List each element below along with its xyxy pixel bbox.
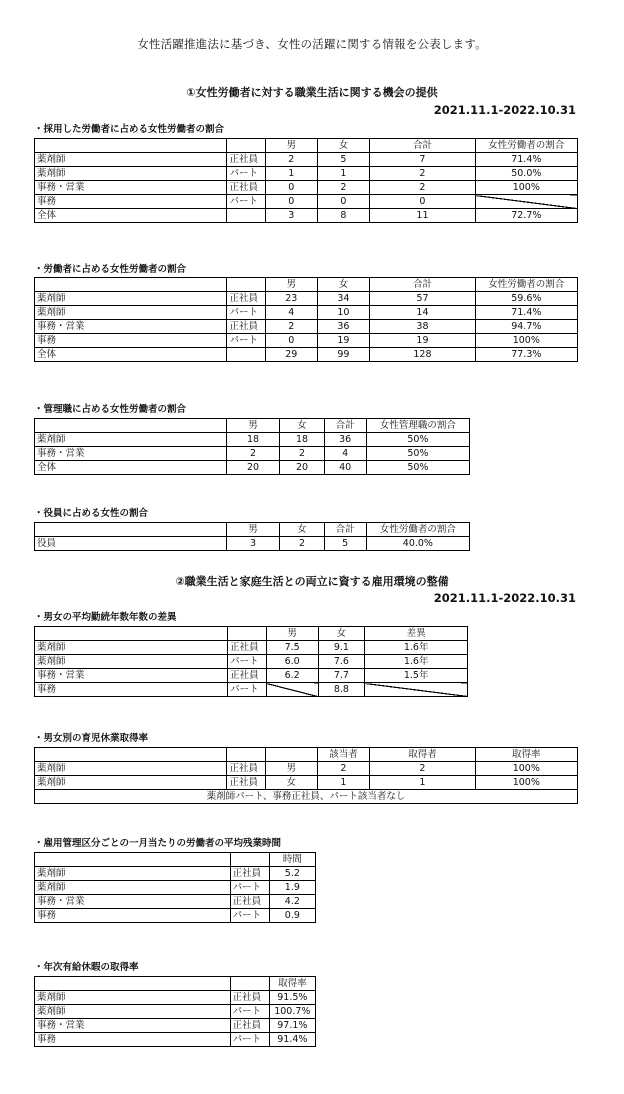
table-cell: 薬剤師 bbox=[35, 292, 227, 306]
column-header bbox=[35, 278, 227, 292]
column-header bbox=[230, 977, 269, 991]
table-cell: 36 bbox=[324, 433, 366, 447]
table-cell: 71.4% bbox=[475, 153, 577, 167]
column-header: 女 bbox=[318, 627, 365, 641]
column-header: 合計 bbox=[324, 523, 366, 537]
table-cell: パート bbox=[230, 1033, 269, 1047]
t5-title: ・男女の平均勤続年数年数の差異 bbox=[34, 612, 177, 623]
table-row bbox=[35, 181, 578, 195]
table-cell: パート bbox=[230, 881, 269, 895]
table-cell: 59.6% bbox=[475, 292, 577, 306]
table-cell: 正社員 bbox=[228, 641, 267, 655]
intro-text: 女性活躍推進法に基づき、女性の活躍に関する情報を公表します。 bbox=[137, 37, 487, 51]
table-cell: 正社員 bbox=[228, 669, 267, 683]
hiring-female-ratio-table bbox=[34, 138, 578, 223]
column-header: 女性労働者の割合 bbox=[366, 523, 469, 537]
table-cell: 8 bbox=[317, 209, 370, 223]
table-cell: 事務・営業 bbox=[35, 1019, 231, 1033]
column-header bbox=[230, 853, 269, 867]
table-cell: 10 bbox=[317, 306, 370, 320]
column-header: 取得者 bbox=[370, 748, 475, 762]
table-cell: 2 bbox=[370, 167, 475, 181]
table-cell: 128 bbox=[370, 348, 475, 362]
table-cell: 0 bbox=[265, 334, 317, 348]
t4-title: ・役員に占める女性の割合 bbox=[34, 508, 149, 519]
table-cell: 7 bbox=[370, 153, 475, 167]
table-note: 薬剤師パート、事務正社員、パート該当者なし bbox=[35, 790, 578, 804]
column-header bbox=[35, 748, 227, 762]
section1-title: ①女性労働者に対する職業生活に関する機会の提供 bbox=[186, 86, 438, 99]
table-cell: 1 bbox=[265, 167, 317, 181]
table-header-row bbox=[35, 523, 470, 537]
table-row bbox=[35, 447, 470, 461]
table-cell: パート bbox=[228, 655, 267, 669]
table-cell: 1 bbox=[317, 167, 370, 181]
column-header: 合計 bbox=[370, 139, 475, 153]
table-cell: 薬剤師 bbox=[35, 153, 227, 167]
table-cell: 2 bbox=[317, 762, 370, 776]
table-cell: 6.0 bbox=[266, 655, 318, 669]
table-row bbox=[35, 867, 316, 881]
table-cell: 事務・営業 bbox=[35, 895, 231, 909]
table-row bbox=[35, 306, 578, 320]
table-row bbox=[35, 1033, 316, 1047]
paid-leave-rate-table bbox=[34, 976, 316, 1047]
column-header: 男 bbox=[265, 278, 317, 292]
t8-title: ・年次有給休暇の取得率 bbox=[34, 962, 139, 973]
table-cell: 1.9 bbox=[269, 881, 315, 895]
table-cell: 0 bbox=[370, 195, 475, 209]
table-cell: 57 bbox=[370, 292, 475, 306]
table-cell: 薬剤師 bbox=[35, 655, 228, 669]
table-row bbox=[35, 1019, 316, 1033]
column-header bbox=[35, 523, 227, 537]
table-cell: 2 bbox=[370, 762, 475, 776]
table-cell: 38 bbox=[370, 320, 475, 334]
table-cell: 50% bbox=[366, 433, 469, 447]
table-row bbox=[35, 348, 578, 362]
table-row bbox=[35, 167, 578, 181]
table-cell: 薬剤師 bbox=[35, 991, 231, 1005]
table-cell: パート bbox=[230, 909, 269, 923]
column-header: 女 bbox=[317, 278, 370, 292]
table-header-row bbox=[35, 627, 468, 641]
column-header bbox=[228, 627, 267, 641]
table-cell: 正社員 bbox=[230, 1019, 269, 1033]
table-header-row bbox=[35, 139, 578, 153]
table-cell: 薬剤師 bbox=[35, 881, 231, 895]
table-cell: 女 bbox=[265, 776, 317, 790]
table-cell: 薬剤師 bbox=[35, 762, 227, 776]
table-row bbox=[35, 433, 470, 447]
table-cell: 7.7 bbox=[318, 669, 365, 683]
column-header: 合計 bbox=[370, 278, 475, 292]
table-cell: 5 bbox=[324, 537, 366, 551]
table-row bbox=[35, 655, 468, 669]
table-cell: 3 bbox=[265, 209, 317, 223]
table-cell: 正社員 bbox=[227, 181, 265, 195]
table-header-row bbox=[35, 748, 578, 762]
table-cell: 2 bbox=[226, 447, 280, 461]
table-cell: 40 bbox=[324, 461, 366, 475]
table-cell: 29 bbox=[265, 348, 317, 362]
table-cell: 20 bbox=[226, 461, 280, 475]
column-header bbox=[265, 748, 317, 762]
table-cell: パート bbox=[227, 334, 265, 348]
table-cell: 0.9 bbox=[269, 909, 315, 923]
table-cell: 97.1% bbox=[269, 1019, 315, 1033]
table-cell: 100% bbox=[475, 762, 577, 776]
table-cell: 4 bbox=[324, 447, 366, 461]
table-cell: 50% bbox=[366, 461, 469, 475]
table-cell: 薬剤師 bbox=[35, 1005, 231, 1019]
table-header-row bbox=[35, 977, 316, 991]
table-cell: 91.5% bbox=[269, 991, 315, 1005]
table-cell: 100% bbox=[475, 181, 577, 195]
table-cell: 0 bbox=[317, 195, 370, 209]
t1-title: ・採用した労働者に占める女性労働者の割合 bbox=[34, 124, 225, 135]
column-header: 女 bbox=[280, 419, 324, 433]
column-header bbox=[227, 748, 265, 762]
table-cell: 91.4% bbox=[269, 1033, 315, 1047]
table-header-row bbox=[35, 853, 316, 867]
column-header: 女性労働者の割合 bbox=[475, 278, 577, 292]
table-cell: 1.5年 bbox=[365, 669, 468, 683]
t2-title: ・労働者に占める女性労働者の割合 bbox=[34, 264, 187, 275]
table-cell: 2 bbox=[265, 153, 317, 167]
table-cell: パート bbox=[227, 167, 265, 181]
table-cell: 1 bbox=[317, 776, 370, 790]
table-cell: 8.8 bbox=[318, 683, 365, 697]
table-cell: 94.7% bbox=[475, 320, 577, 334]
table-cell: 1.6年 bbox=[365, 641, 468, 655]
column-header: 合計 bbox=[324, 419, 366, 433]
table-cell: 薬剤師 bbox=[35, 776, 227, 790]
column-header: 女 bbox=[317, 139, 370, 153]
table-cell: 19 bbox=[317, 334, 370, 348]
table-cell: 正社員 bbox=[230, 895, 269, 909]
table-cell: 71.4% bbox=[475, 306, 577, 320]
table-cell: 事務・営業 bbox=[35, 447, 227, 461]
table-cell: パート bbox=[230, 1005, 269, 1019]
table-cell: 正社員 bbox=[230, 867, 269, 881]
table-cell: 36 bbox=[317, 320, 370, 334]
table-cell: 2 bbox=[280, 537, 324, 551]
table-cell: 100% bbox=[475, 776, 577, 790]
table-cell: 事務 bbox=[35, 1033, 231, 1047]
table-cell: 男 bbox=[265, 762, 317, 776]
table-cell bbox=[475, 195, 577, 209]
column-header bbox=[35, 627, 228, 641]
table-cell: 4.2 bbox=[269, 895, 315, 909]
executive-female-ratio-table bbox=[34, 522, 470, 551]
t6-title: ・男女別の育児休業取得率 bbox=[34, 733, 149, 744]
table-cell: 事務・営業 bbox=[35, 320, 227, 334]
column-header bbox=[35, 977, 231, 991]
table-row bbox=[35, 461, 470, 475]
table-cell: 50% bbox=[366, 447, 469, 461]
table-row bbox=[35, 195, 578, 209]
table-cell: 100.7% bbox=[269, 1005, 315, 1019]
table-cell: 100% bbox=[475, 334, 577, 348]
table-cell: 2 bbox=[317, 181, 370, 195]
table-row bbox=[35, 991, 316, 1005]
table-cell: 18 bbox=[226, 433, 280, 447]
table-cell: 正社員 bbox=[230, 991, 269, 1005]
table-cell: 事務 bbox=[35, 683, 228, 697]
table-row bbox=[35, 209, 578, 223]
table-cell: 1.6年 bbox=[365, 655, 468, 669]
table-cell: 1 bbox=[370, 776, 475, 790]
section2-period: 2021.11.1-2022.10.31 bbox=[433, 591, 576, 605]
table-cell: 全体 bbox=[35, 348, 227, 362]
table-cell: パート bbox=[227, 195, 265, 209]
table-row bbox=[35, 669, 468, 683]
column-header bbox=[35, 419, 227, 433]
table-cell: 事務 bbox=[35, 334, 227, 348]
note-row bbox=[35, 790, 578, 804]
table-cell bbox=[227, 209, 265, 223]
table-cell: 薬剤師 bbox=[35, 306, 227, 320]
column-header: 取得率 bbox=[269, 977, 315, 991]
table-row bbox=[35, 1005, 316, 1019]
table-cell: 正社員 bbox=[227, 762, 265, 776]
column-header: 女 bbox=[280, 523, 324, 537]
table-cell: 正社員 bbox=[227, 776, 265, 790]
table-cell: 20 bbox=[280, 461, 324, 475]
table-cell: 40.0% bbox=[366, 537, 469, 551]
table-row bbox=[35, 895, 316, 909]
table-row bbox=[35, 320, 578, 334]
table-cell: 99 bbox=[317, 348, 370, 362]
section2-title: ②職業生活と家庭生活との両立に資する雇用環境の整備 bbox=[175, 575, 449, 588]
table-cell: 3 bbox=[226, 537, 280, 551]
table-cell bbox=[266, 683, 318, 697]
overtime-hours-table bbox=[34, 852, 316, 923]
table-cell bbox=[227, 348, 265, 362]
table-cell: 正社員 bbox=[227, 320, 265, 334]
table-cell: 0 bbox=[265, 181, 317, 195]
column-header: 該当者 bbox=[317, 748, 370, 762]
table-cell: 4 bbox=[265, 306, 317, 320]
table-cell: 全体 bbox=[35, 461, 227, 475]
table-cell: 2 bbox=[370, 181, 475, 195]
table-cell: 34 bbox=[317, 292, 370, 306]
table-cell: 11 bbox=[370, 209, 475, 223]
t7-title: ・雇用管理区分ごとの一月当たりの労働者の平均残業時間 bbox=[34, 838, 282, 849]
table-cell: 7.5 bbox=[266, 641, 318, 655]
table-header-row bbox=[35, 278, 578, 292]
t3-title: ・管理職に占める女性労働者の割合 bbox=[34, 404, 187, 415]
column-header bbox=[35, 139, 227, 153]
table-cell: 2 bbox=[280, 447, 324, 461]
workforce-female-ratio-table bbox=[34, 277, 578, 362]
table-cell: 薬剤師 bbox=[35, 433, 227, 447]
table-cell: 0 bbox=[265, 195, 317, 209]
table-cell: 正社員 bbox=[227, 292, 265, 306]
table-cell: 事務・営業 bbox=[35, 669, 228, 683]
table-row bbox=[35, 683, 468, 697]
table-cell: 5.2 bbox=[269, 867, 315, 881]
table-cell: 5 bbox=[317, 153, 370, 167]
column-header: 男 bbox=[265, 139, 317, 153]
table-cell: 7.6 bbox=[318, 655, 365, 669]
column-header: 女性労働者の割合 bbox=[475, 139, 577, 153]
table-row bbox=[35, 641, 468, 655]
table-cell: 薬剤師 bbox=[35, 641, 228, 655]
table-cell: 18 bbox=[280, 433, 324, 447]
table-cell: 役員 bbox=[35, 537, 227, 551]
childcare-leave-table bbox=[34, 747, 578, 804]
table-cell: 薬剤師 bbox=[35, 167, 227, 181]
column-header: 取得率 bbox=[475, 748, 577, 762]
table-cell: 2 bbox=[265, 320, 317, 334]
table-cell: 6.2 bbox=[266, 669, 318, 683]
table-row bbox=[35, 334, 578, 348]
section1-period: 2021.11.1-2022.10.31 bbox=[433, 103, 576, 117]
table-cell: 23 bbox=[265, 292, 317, 306]
table-row bbox=[35, 909, 316, 923]
table-cell: 事務 bbox=[35, 195, 227, 209]
table-cell: 50.0% bbox=[475, 167, 577, 181]
column-header: 女性管理職の割合 bbox=[366, 419, 469, 433]
column-header: 男 bbox=[266, 627, 318, 641]
table-cell: 19 bbox=[370, 334, 475, 348]
column-header: 男 bbox=[226, 523, 280, 537]
table-cell: 正社員 bbox=[227, 153, 265, 167]
table-cell bbox=[365, 683, 468, 697]
tenure-difference-table bbox=[34, 626, 468, 697]
table-cell: 9.1 bbox=[318, 641, 365, 655]
table-cell: 全体 bbox=[35, 209, 227, 223]
table-cell: 薬剤師 bbox=[35, 867, 231, 881]
table-row bbox=[35, 762, 578, 776]
table-cell: パート bbox=[227, 306, 265, 320]
table-cell: 事務 bbox=[35, 909, 231, 923]
column-header bbox=[35, 853, 231, 867]
table-cell: 事務・営業 bbox=[35, 181, 227, 195]
table-row bbox=[35, 776, 578, 790]
table-cell: パート bbox=[228, 683, 267, 697]
table-cell: 72.7% bbox=[475, 209, 577, 223]
table-header-row bbox=[35, 419, 470, 433]
column-header bbox=[227, 278, 265, 292]
manager-female-ratio-table bbox=[34, 418, 470, 475]
table-cell: 77.3% bbox=[475, 348, 577, 362]
table-row bbox=[35, 537, 470, 551]
column-header: 男 bbox=[226, 419, 280, 433]
table-row bbox=[35, 881, 316, 895]
column-header: 差異 bbox=[365, 627, 468, 641]
column-header bbox=[227, 139, 265, 153]
column-header: 時間 bbox=[269, 853, 315, 867]
table-row bbox=[35, 292, 578, 306]
table-row bbox=[35, 153, 578, 167]
table-cell: 14 bbox=[370, 306, 475, 320]
